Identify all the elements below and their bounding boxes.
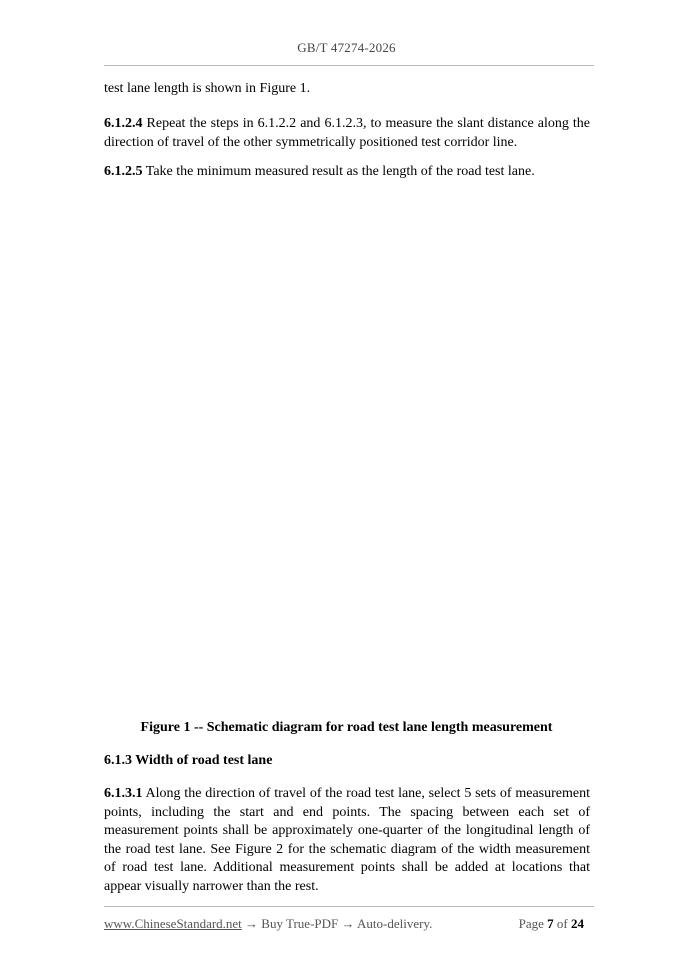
clause-number: 6.1.3.1 xyxy=(104,786,143,801)
figure-caption: Figure 1 -- Schematic diagram for road test lane length measurement xyxy=(140,720,553,735)
footer-links xyxy=(104,916,432,932)
figure-1-blank-area xyxy=(104,195,590,700)
arrow-icon: → xyxy=(338,916,358,931)
site-link[interactable]: www.ChineseStandard.net xyxy=(104,916,242,931)
page-number xyxy=(519,916,584,932)
clause-6-1-2-5 xyxy=(104,163,590,182)
clause-6-1-3-1 xyxy=(104,785,590,896)
clause-number: 6.1.2.4 xyxy=(104,116,143,131)
buy-pdf-text: Buy True-PDF xyxy=(261,916,339,931)
page-header xyxy=(0,40,693,56)
footer-divider xyxy=(104,906,594,907)
clause-text: Repeat the steps in 6.1.2.2 and 6.1.2.3, to measure the slant distance along the direction of travel of the other symmetrically positioned test corridor line. xyxy=(104,116,590,150)
current-page: 7 xyxy=(547,916,554,931)
paragraph-continuation xyxy=(104,80,590,99)
page-of: of xyxy=(553,916,571,931)
delivery-text: Auto-delivery. xyxy=(357,916,433,931)
arrow-icon: → xyxy=(241,916,262,931)
clause-text: Take the minimum measured result as the length of the road test lane. xyxy=(142,164,535,179)
page-label: Page xyxy=(518,916,548,931)
clause-number: 6.1.2.5 xyxy=(104,164,143,179)
section-heading: 6.1.3 Width of road test lane xyxy=(104,753,273,768)
clause-6-1-2-4 xyxy=(104,115,590,152)
header-divider xyxy=(104,65,594,66)
document-code: GB/T 47274-2026 xyxy=(297,40,396,55)
clause-text: Along the direction of travel of the road test lane, select 5 sets of measurement points, including the start and end points. The spacing between each set of measurement points shall be approximately one-quarter of the longitudinal length of the road test lane. See Figure 2 for the schematic diagram of the width measurement of road test lane. Additional measurement points shall be added at locations that appear visually narrower than the rest. xyxy=(104,786,590,894)
paragraph-text: test lane length is shown in Figure 1. xyxy=(104,81,311,96)
total-pages: 24 xyxy=(571,916,584,931)
